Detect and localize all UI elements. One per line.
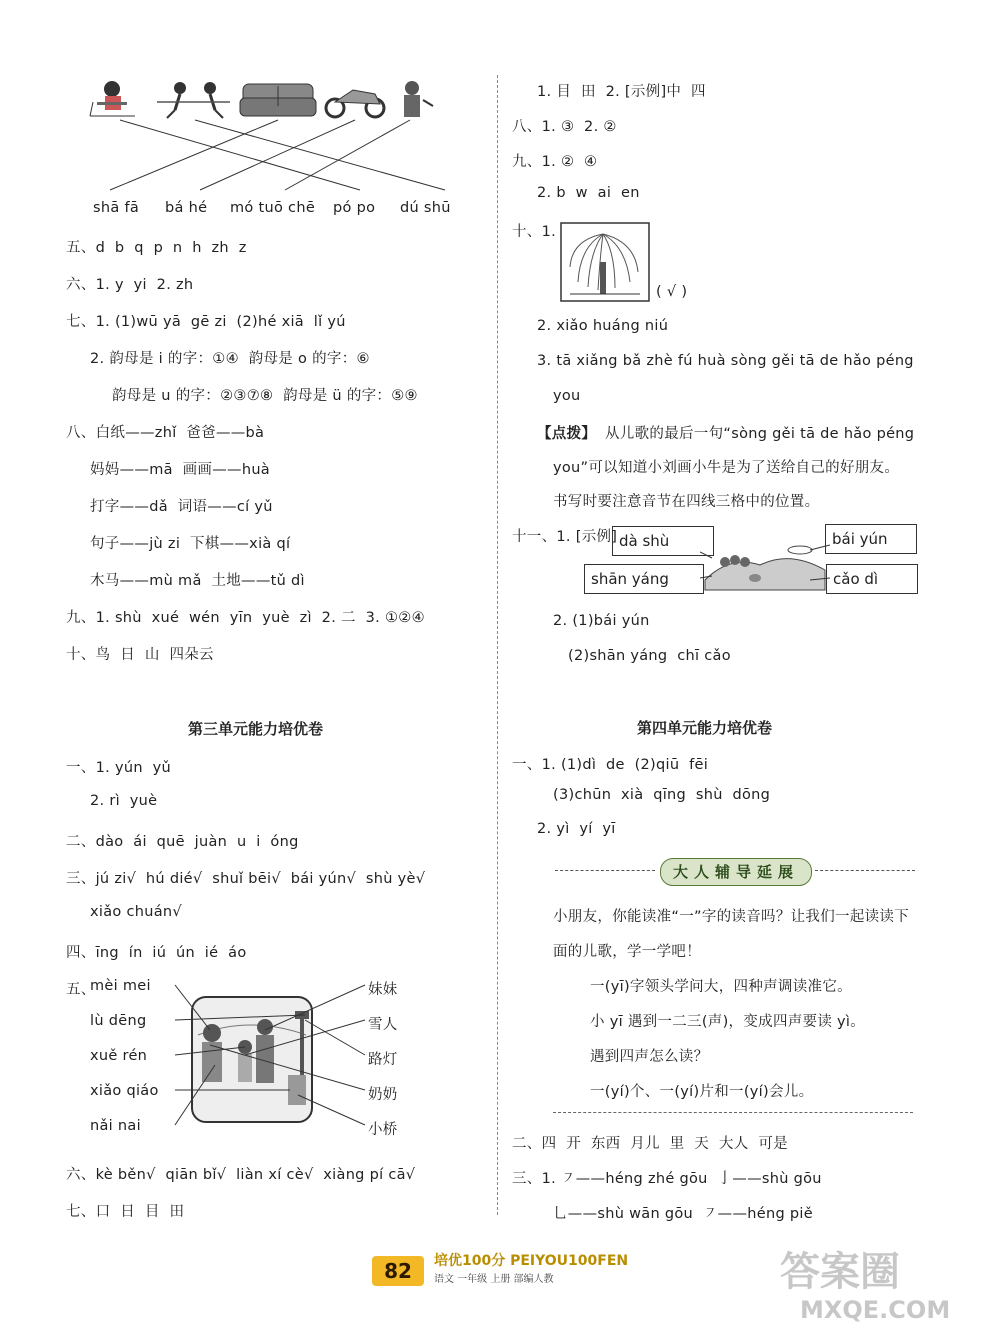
match-label-1: shā fā bbox=[93, 200, 140, 216]
column-divider bbox=[497, 75, 498, 1215]
five-right-label: 小桥 bbox=[368, 1122, 398, 1138]
reading-girl-picture bbox=[90, 81, 135, 116]
answer-line: 2. 韵母是 i 的字：①④ 韵母是 o 的字：⑥ bbox=[90, 351, 370, 367]
answer-line: you bbox=[553, 388, 581, 404]
section-title-unit4: 第四单元能力培优卷 bbox=[637, 719, 773, 737]
extension-banner-title: 大人辅导延展 bbox=[660, 858, 812, 886]
watermark-text: 答案圈 bbox=[780, 1249, 900, 1295]
matching-lines bbox=[110, 120, 445, 190]
five-left-label: xuě rén bbox=[90, 1048, 148, 1064]
answer-line: 六、kè běn√ qiān bǐ√ liàn xí cè√ xiàng pí cā√ bbox=[66, 1167, 416, 1183]
match-label-4: pó po bbox=[333, 200, 376, 216]
answer-line: 四、īng ín iú ún ié áo bbox=[66, 945, 247, 961]
tip-line: you”可以知道小刘画小牛是为了送给自己的好朋友。 bbox=[553, 460, 900, 476]
extension-line: 面的儿歌，学一学吧！ bbox=[553, 944, 701, 960]
answer-line: 三、1. ㇇——héng zhé gōu 亅——shù gōu bbox=[512, 1171, 822, 1187]
book-info: 语文 一年级 上册 部编人教 bbox=[434, 1274, 554, 1285]
check-mark: ( √ ) bbox=[656, 284, 688, 300]
match-label-3: mó tuō chē bbox=[230, 200, 316, 216]
answer-line: 二、四 开 东西 月儿 里 天 大人 可是 bbox=[512, 1136, 788, 1152]
five-right-label: 雪人 bbox=[368, 1017, 398, 1033]
answer-line: 木马——mù mǎ 土地——tǔ dì bbox=[90, 573, 305, 589]
extension-line: 一(yí)个、一(yí)片和一(yí)会儿。 bbox=[590, 1084, 814, 1100]
answer-line: 一、1. yún yǔ bbox=[66, 760, 171, 776]
answer-line: 九、1. shù xué wén yīn yuè zì 2. 二 3. ①②④ bbox=[66, 610, 425, 626]
answer-line: (2)shān yáng chī cǎo bbox=[568, 648, 731, 664]
answer-line: 七、口 日 目 田 bbox=[66, 1204, 185, 1220]
watermark-url: MXQE.COM bbox=[800, 1296, 951, 1324]
eleven-label: 十一、1. [示例] bbox=[512, 529, 618, 545]
motorcycle-picture bbox=[326, 90, 384, 117]
answer-line: 2. yì yí yī bbox=[537, 821, 616, 837]
brand-logo: 培优100分 PEIYOU100FEN bbox=[434, 1253, 629, 1269]
answer-line: 句子——jù zi 下棋——xià qí bbox=[90, 536, 291, 552]
answer-line: xiǎo chuán√ bbox=[90, 904, 182, 920]
family-scene-picture bbox=[140, 975, 370, 1140]
five-left-label: nǎi nai bbox=[90, 1118, 141, 1134]
five-left-label: xiǎo qiáo bbox=[90, 1083, 159, 1099]
extension-line: 小 yī 遇到一二三(声)，变成四声要读 yì。 bbox=[590, 1014, 866, 1030]
match-label-5: dú shū bbox=[400, 200, 451, 216]
page-number: 82 bbox=[372, 1256, 424, 1286]
question-five-label: 五、 bbox=[66, 982, 96, 998]
extension-bottom-rule bbox=[553, 1112, 913, 1113]
answer-line: 2. rì yuè bbox=[90, 793, 158, 809]
answer-line: (3)chūn xià qīng shù dōng bbox=[553, 787, 771, 803]
answer-line: 二、dào ái quē juàn u i óng bbox=[66, 834, 299, 850]
section-title-unit3: 第三单元能力培优卷 bbox=[188, 720, 324, 738]
answer-line: 九、1. ② ④ bbox=[512, 154, 598, 170]
five-right-label: 路灯 bbox=[368, 1052, 398, 1068]
answer-line: 乚——shù wān gōu ㇇——héng piě bbox=[553, 1206, 813, 1222]
answer-line: 1. 目 田 2. [示例]中 四 bbox=[537, 84, 706, 100]
answer-line: 十、1. bbox=[512, 224, 557, 240]
tip-line: 书写时要注意音节在四线三格中的位置。 bbox=[553, 494, 820, 510]
five-left-label: mèi mei bbox=[90, 978, 151, 994]
answer-line: 打字——dǎ 词语——cí yǔ bbox=[90, 499, 273, 515]
five-right-label: 奶奶 bbox=[368, 1087, 398, 1103]
answer-line: 一、1. (1)dì de (2)qiū fēi bbox=[512, 757, 709, 773]
answer-line: 2. b w ai en bbox=[537, 185, 640, 201]
answer-box-shanyang: shān yáng bbox=[584, 564, 704, 594]
answer-line: 三、jú zi√ hú dié√ shuǐ bēi√ bái yún√ shù yè√ bbox=[66, 871, 426, 887]
answer-line: 六、1. y yi 2. zh bbox=[66, 277, 194, 293]
willow-tree-picture bbox=[560, 222, 650, 302]
answer-box-caodi: cǎo dì bbox=[826, 564, 918, 594]
match-label-2: bá hé bbox=[165, 200, 208, 216]
extension-banner bbox=[555, 856, 915, 886]
answer-box-baiyun: bái yún bbox=[825, 524, 917, 554]
tip-label: 【点拨】 bbox=[537, 426, 597, 442]
tug-of-war-picture bbox=[157, 82, 230, 118]
extension-line: 一(yī)字领头学问大，四种声调读准它。 bbox=[590, 979, 852, 995]
extension-line: 小朋友，你能读准“一”字的读音吗？让我们一起读读下 bbox=[553, 909, 910, 925]
landscape-picture bbox=[700, 540, 830, 592]
answer-line: 韵母是 u 的字：②③⑦⑧ 韵母是 ü 的字：⑤⑨ bbox=[112, 388, 418, 404]
five-left-label: lù dēng bbox=[90, 1013, 147, 1029]
sofa-picture bbox=[240, 84, 316, 116]
grandma-picture bbox=[404, 81, 433, 117]
five-right-label: 妹妹 bbox=[368, 982, 398, 998]
answer-box-dashu: dà shù bbox=[612, 526, 714, 556]
answer-line: 八、1. ③ 2. ② bbox=[512, 119, 617, 135]
answer-line: 五、d b q p n h zh z bbox=[66, 240, 247, 256]
answer-line: 七、1. (1)wū yā gē zi (2)hé xiā lǐ yú bbox=[66, 314, 346, 330]
answer-line: 2. (1)bái yún bbox=[553, 613, 650, 629]
answer-line: 八、白纸——zhǐ 爸爸——bà bbox=[66, 425, 265, 441]
answer-line: 妈妈——mā 画画——huà bbox=[90, 462, 270, 478]
answer-line: 十、鸟 日 山 四朵云 bbox=[66, 647, 214, 663]
extension-line: 遇到四声怎么读？ bbox=[590, 1049, 709, 1065]
tip-line: 从儿歌的最后一句“sòng gěi tā de hǎo péng bbox=[605, 426, 915, 442]
answer-line: 2. xiǎo huáng niú bbox=[537, 318, 669, 334]
answer-line: 3. tā xiǎng bǎ zhè fú huà sòng gěi tā de hǎo péng bbox=[537, 353, 914, 369]
